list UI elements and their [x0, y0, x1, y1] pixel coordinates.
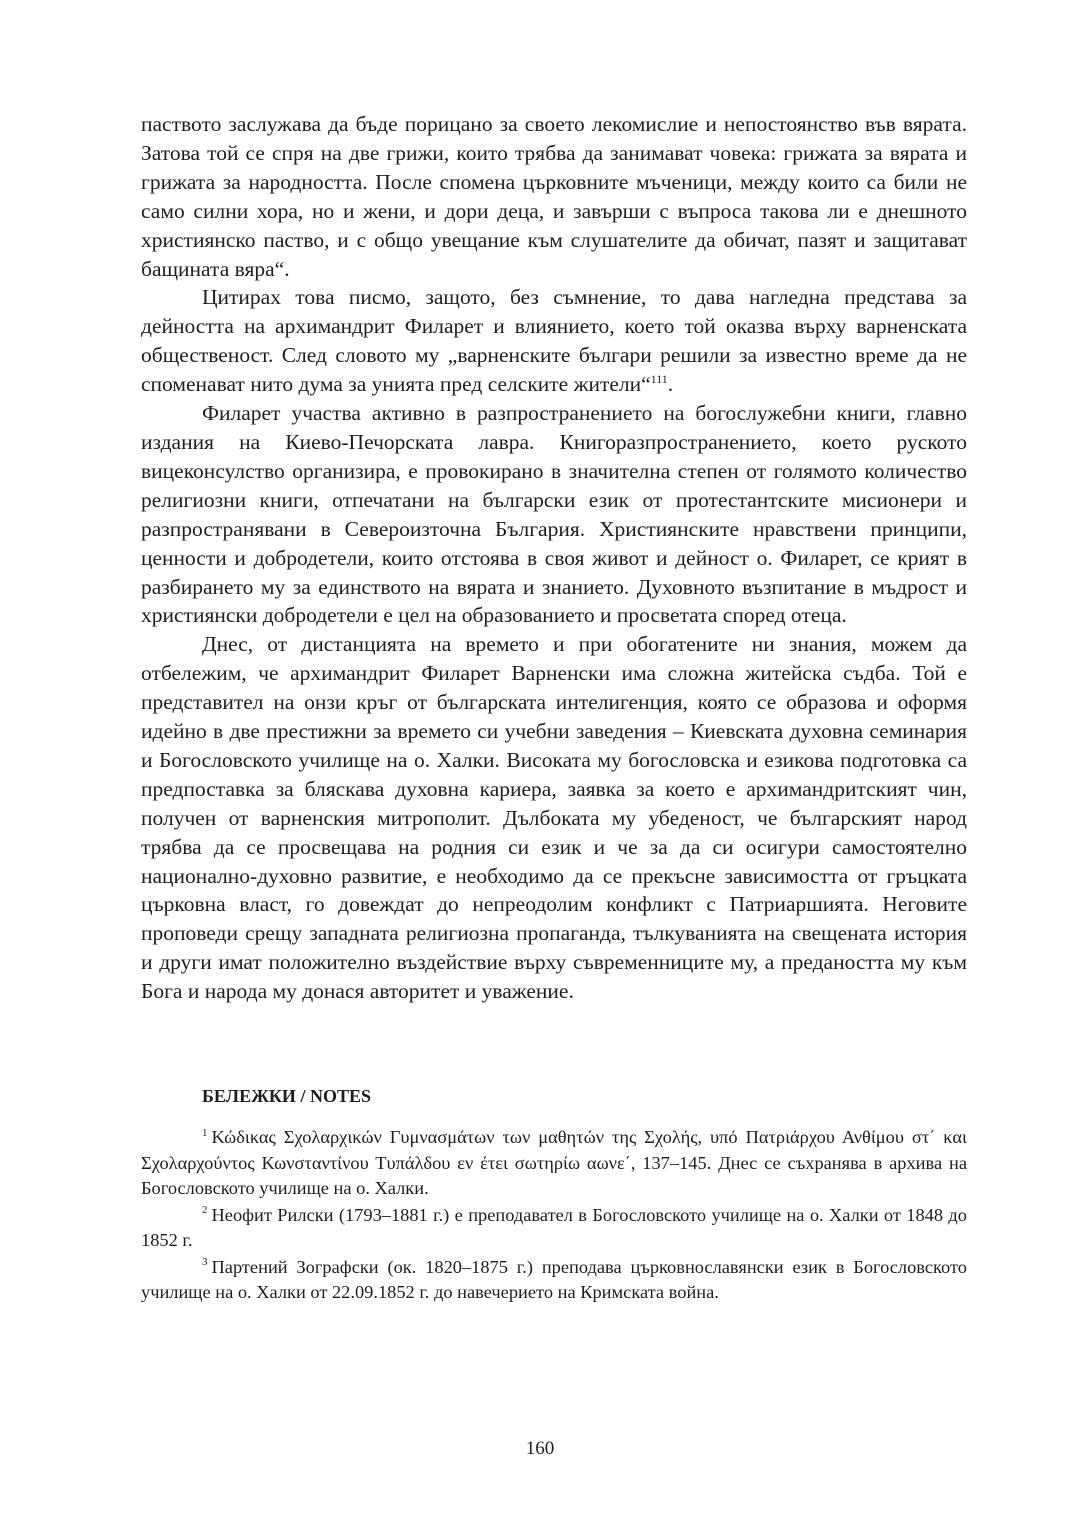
- notes-list: [141, 1125, 967, 1306]
- paragraph-text: Цитирах това писмо, защото, без съмнение, то дава нагледна представа за дейността на архимандрит Филарет и влиянието, което той оказва върху варненската общественост. След словото му „варненските българи решили за известно време да не споменават нито дума за унията пред селските жители“: [141, 285, 967, 397]
- body-paragraph-2: [141, 283, 967, 399]
- body-paragraph-3: [141, 399, 967, 630]
- page-number: 160: [525, 1438, 555, 1459]
- paragraph-text: Филарет участва активно в разпространението на богослужебни книги, главно издания на Киево-Печорската лавра. Книгоразпространението, което руското вицеконсулство организира, е провокирано в значителна степен от голямото количество религиозни книги, отпечатани на български език от протестантските мисионери и разпространявани в Североизточна България. Християнските нравствени принципи, ценности и добродетели, които отстоява в своя живот и дейност о. Филарет, се крият в разбирането му за единството на вярата и знанието. Духовното възпитание в мъдрост и християнски добродетели е цел на образованието и просветата според отеца.: [141, 401, 967, 628]
- note-number: 1: [202, 1126, 208, 1139]
- paragraph-text: Днес, от дистанцията на времето и при обогатените ни знания, можем да отбележим, че архимандрит Филарет Варненски има сложна житейска съдба. Той е представител на онзи кръг от българската интелигенция, която се образова и оформя идейно в две престижни за времето си учебни заведения – Киевската духовна семинария и Богословското училище на о. Халки. Високата му богословска и езикова подготовка са предпоставка за бляскава духовна кариера, заявка за което е архимандритският чин, получен от варненския митрополит. Дълбоката му убеденост, че българският народ трябва да се просвещава на родния си език и че за да си осигури самостоятелно национално-духовно развитие, е необходимо да се прекъсне зависимостта от гръцката църковна власт, го довеждат до непреодолим конфликт с Патриаршията. Неговите проповеди срещу западната религиозна пропаганда, тълкуванията на свещената история и други имат положително въздействие върху съвременниците му, а предаността му към Бога и народа му донася авторитет и уважение.: [141, 632, 967, 1004]
- page-body: [141, 110, 967, 1307]
- note-item: [141, 1203, 967, 1254]
- note-item: [141, 1255, 967, 1306]
- note-item: [141, 1125, 967, 1202]
- notes-heading: БЕЛЕЖКИ / NOTES: [202, 1086, 371, 1107]
- body-paragraph-4: [141, 630, 967, 1006]
- footnote-reference[interactable]: 111: [650, 372, 668, 386]
- note-number: 3: [202, 1256, 208, 1269]
- note-text: Κώδικας Σχολαρχικών Γυμνασμάτων των μαθητών της Σχολής, υπό Πατριάρχου Ανθίμου στ΄ και Σχολαρχούντος Κωνσταντίνου Τυπάλδου εν έτει σωτηρίω αωνε΄, 137–145. Днес се съхранява в архива на Богословското училище на о. Халки.: [141, 1127, 967, 1199]
- paragraph-text-end: .: [667, 372, 674, 397]
- paragraph-text: паството заслужава да бъде порицано за своето лекомислие и непостоянство във вярата. Затова той се спря на две грижи, които трябва да занимават човека: грижата за вярата и грижата за народността. После спомена църковните мъченици, между които са били не само силни хора, но и жени, и дори деца, и завърши с въпроса такова ли е днешното християнско паство, и с общо увещание към слушателите да обичат, пазят и защитават бащината вяра“.: [141, 112, 967, 281]
- note-number: 2: [202, 1204, 208, 1217]
- note-text: Неофит Рилски (1793–1881 г.) е преподавател в Богословското училище на о. Халки от 1848 до 1852 г.: [141, 1204, 967, 1251]
- body-paragraph-1: [141, 110, 967, 283]
- note-text: Партений Зографски (ок. 1820–1875 г.) преподава църковнославянски език в Богословското училище на о. Халки от 22.09.1852 г. до навечерието на Кримската война.: [141, 1256, 967, 1303]
